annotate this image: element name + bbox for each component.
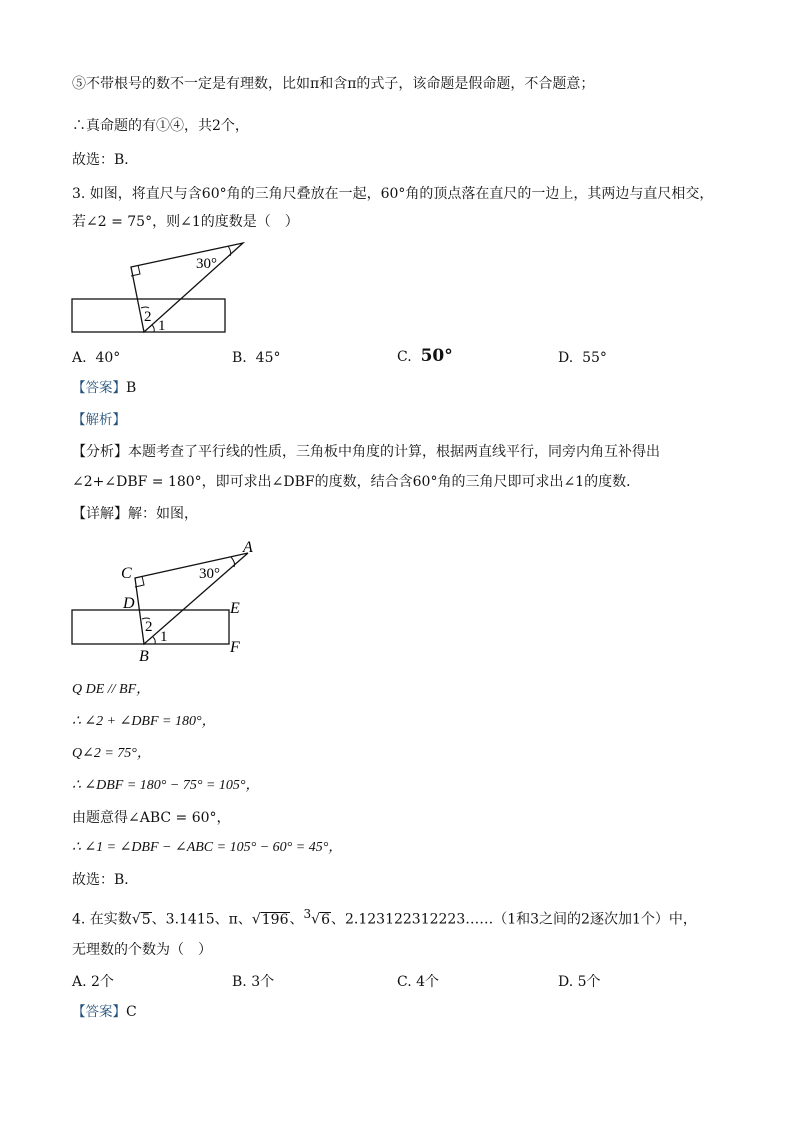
q3-choose: 故选：B． [72, 872, 139, 888]
q3-step-4: ∴ ∠DBF = 180° − 75° = 105°， [72, 778, 260, 793]
fig1-angle-1-label: 1 [158, 318, 166, 334]
q3-line2: 若∠2 = 75°，则∠1的度数是（ ） [72, 214, 299, 230]
fig2-label-a: A [243, 539, 253, 556]
q3-step-3: Q∠2 = 75°， [72, 746, 151, 761]
item5-text: ⑤不带根号的数不一定是有理数，比如π和含π的式子，该命题是假命题，不合题意； [72, 76, 595, 92]
fig2-angle-1-label: 1 [160, 629, 168, 645]
fig2-label-c: C [121, 565, 132, 582]
fig2-label-d: D [123, 595, 135, 612]
q3-answer: 【答案】B [72, 380, 137, 396]
q3-step-6: ∴ ∠1 = ∠DBF − ∠ABC = 105° − 60° = 45°， [72, 840, 343, 855]
fig2-label-f: F [230, 639, 240, 656]
conclusion-text: ∴真命题的有①④，共2个， [72, 118, 249, 134]
q4-option-c: C. 4个 [397, 974, 440, 990]
q4-option-a: A. 2个 [72, 974, 114, 990]
q3-step-2: ∴ ∠2 + ∠DBF = 180°， [72, 714, 216, 729]
q3-option-c: C. 50° [397, 346, 453, 366]
choose-text-1: 故选：B． [72, 152, 139, 168]
q3-step-5: 由题意得∠ABC = 60°， [72, 810, 231, 826]
q4-answer: 【答案】C [72, 1004, 137, 1020]
q4-option-b: B. 3个 [232, 974, 275, 990]
cbrt-symbol: √ [311, 911, 321, 928]
q3-step-1: Q DE // BF， [72, 682, 151, 697]
fig2-label-e: E [230, 600, 240, 617]
q3-option-b: B. 45° [232, 350, 281, 366]
fig2-angle-30-label: 30° [199, 566, 220, 582]
fig2-angle-2-label: 2 [145, 619, 153, 635]
sqrt-symbol: √ [131, 911, 141, 928]
sqrt-symbol: √ [251, 911, 261, 928]
fig1-angle-30-label: 30° [196, 256, 217, 272]
q3-figure-2 [60, 530, 270, 666]
q4-line1: 4. 在实数√5、3.1415、π、√196、$^3$√6、2.123122312223……（1和3之间的2逐次加1个）中， [72, 907, 697, 928]
fig1-angle-2-label: 2 [144, 309, 152, 325]
q3-option-d: D. 55° [558, 350, 607, 366]
q3-figure-1 [60, 234, 260, 340]
q3-fenxi-line1: 【分析】本题考查了平行线的性质，三角板中角度的计算，根据两直线平行，同旁内角互补得出 [72, 444, 660, 460]
q3-detail: 【详解】解：如图， [72, 506, 198, 522]
q4-option-d: D. 5个 [558, 974, 601, 990]
q3-analysis-tag: 【解析】 [72, 412, 126, 428]
q3-fenxi-line2: ∠2+∠DBF = 180°，即可求出∠DBF的度数，结合含60°角的三角尺即可求出∠1的度数． [72, 474, 641, 490]
q4-line2: 无理数的个数为（ ） [72, 942, 212, 958]
q3-line1: 3. 如图，将直尺与含60°角的三角尺叠放在一起，60°角的顶点落在直尺的一边上，其两边与直尺相交， [72, 186, 714, 202]
q3-option-a: A. 40° [72, 350, 121, 366]
fig2-label-b: B [139, 648, 149, 665]
